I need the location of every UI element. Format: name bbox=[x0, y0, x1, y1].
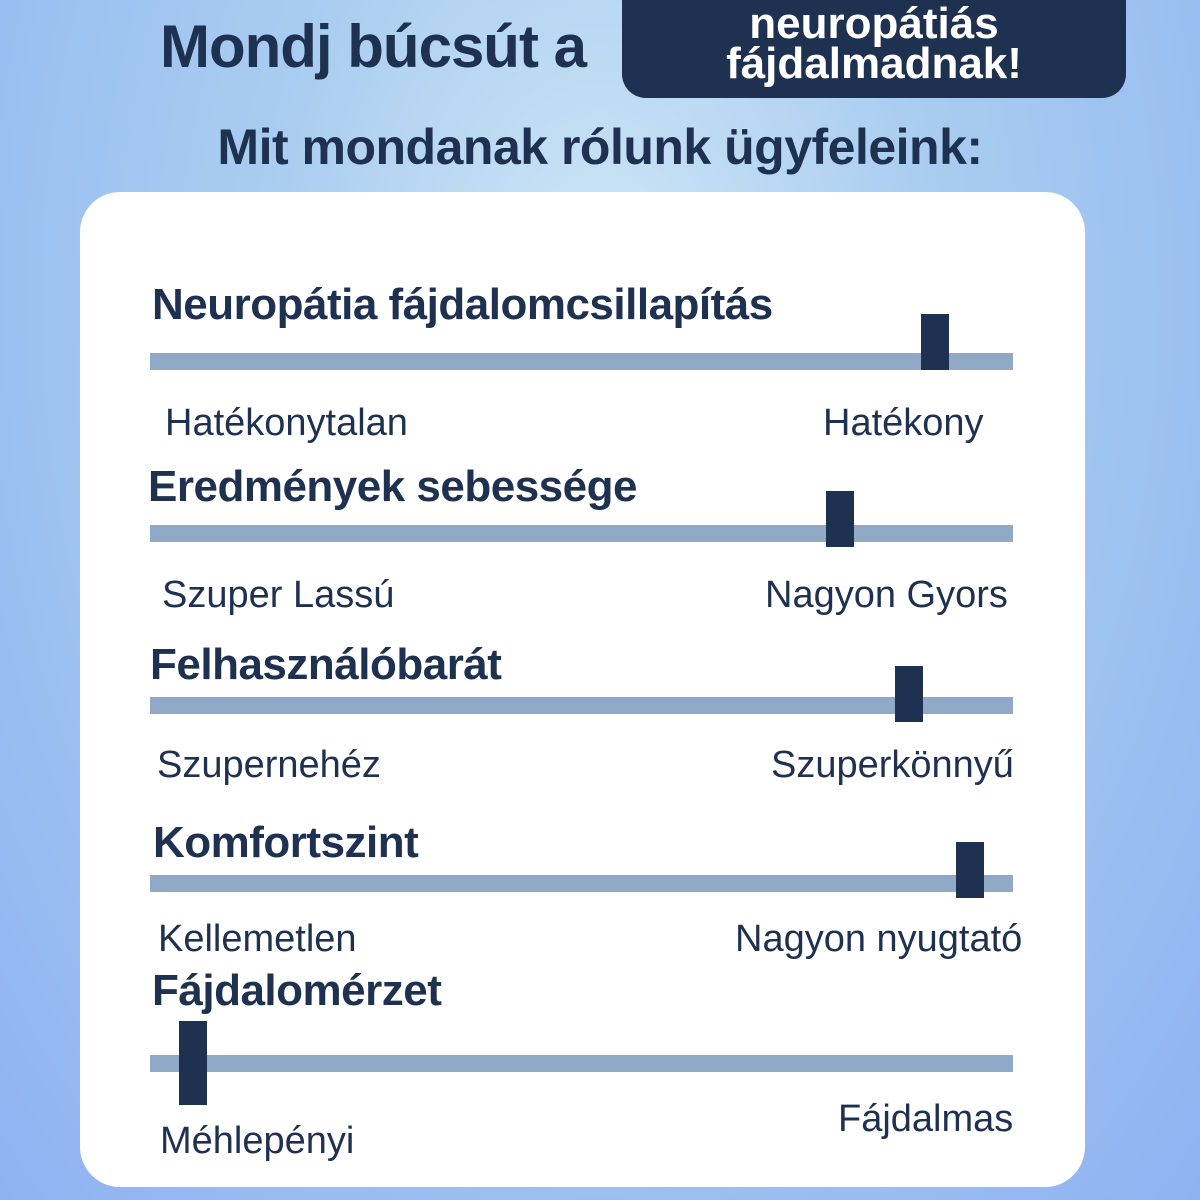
rating-marker bbox=[956, 842, 984, 898]
rating-high-label: Hatékony bbox=[823, 402, 984, 444]
rating-track bbox=[150, 353, 1013, 370]
highlight-line-2: fájdalmadnak! bbox=[726, 39, 1022, 88]
subtitle: Mit mondanak rólunk ügyfeleink: bbox=[217, 119, 983, 175]
headline: Mondj búcsút a bbox=[160, 13, 586, 80]
rating-low-label: Kellemetlen bbox=[158, 918, 357, 960]
rating-high-label: Szuperkönnyű bbox=[771, 744, 1014, 786]
rating-track bbox=[150, 525, 1013, 542]
rating-marker bbox=[895, 666, 923, 722]
rating-marker bbox=[921, 314, 949, 370]
rating-title: Eredmények sebessége bbox=[148, 462, 637, 511]
highlight-banner bbox=[622, 0, 1126, 98]
rating-high-label: Nagyon nyugtató bbox=[735, 918, 1023, 960]
rating-high-label: Nagyon Gyors bbox=[765, 574, 1008, 616]
rating-title: Komfortszint bbox=[153, 818, 419, 867]
rating-marker bbox=[179, 1021, 207, 1105]
rating-track bbox=[150, 1055, 1013, 1072]
rating-title: Neuropátia fájdalomcsillapítás bbox=[152, 280, 773, 329]
rating-low-label: Hatékonytalan bbox=[165, 402, 408, 444]
rating-title: Felhasználóbarát bbox=[150, 640, 502, 689]
rating-track bbox=[150, 697, 1013, 714]
highlight-line-1: neuropátiás bbox=[749, 0, 999, 48]
rating-low-label: Szuper Lassú bbox=[162, 574, 395, 616]
rating-high-label: Fájdalmas bbox=[838, 1098, 1014, 1140]
rating-marker bbox=[826, 491, 854, 547]
rating-low-label: Méhlepényi bbox=[160, 1120, 355, 1162]
rating-low-label: Szupernehéz bbox=[157, 744, 381, 786]
rating-title: Fájdalomérzet bbox=[152, 966, 442, 1015]
rating-track bbox=[150, 875, 1013, 892]
